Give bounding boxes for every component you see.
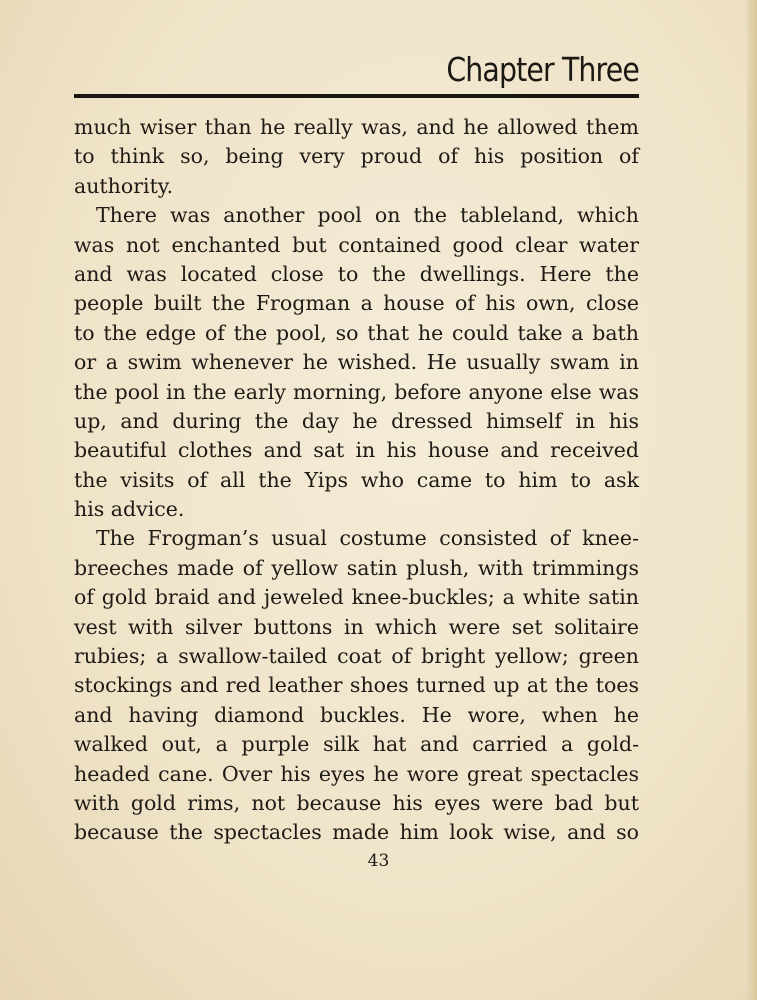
text-line: was not enchanted but contained good clear water — [74, 232, 639, 257]
text-line: and was located close to the dwellings. Here the — [74, 261, 639, 286]
text-line: or a swim whenever he wished. He usually swam in — [74, 350, 639, 375]
text-line: stockings and red leather shoes turned up at the toes — [74, 673, 639, 698]
text-line: of gold braid and jeweled knee-buckles; a white satin — [74, 585, 639, 610]
text-line: walked out, a purple silk hat and carried a gold- — [74, 732, 639, 757]
text-line: the visits of all the Yips who came to him to ask — [74, 467, 639, 492]
text-line: up, and during the day he dressed himself in his — [74, 408, 639, 433]
header-rule — [74, 94, 639, 98]
text-line: beautiful clothes and sat in his house and received — [74, 438, 639, 463]
text-line: the pool in the early morning, before anyone else was — [74, 379, 639, 404]
text-line: and having diamond buckles. He wore, when he — [74, 702, 639, 727]
text-line: The Frogman’s usual costume consisted of knee- — [96, 526, 639, 551]
text-line: vest with silver buttons in which were set solitaire — [74, 614, 639, 639]
page-number: 43 — [367, 851, 390, 871]
text-line: to the edge of the pool, so that he could take a bath — [74, 320, 639, 345]
text-line: headed cane. Over his eyes he wore great spectacles — [74, 761, 639, 786]
running-header — [74, 46, 639, 98]
text-line: There was another pool on the tableland, which — [96, 203, 639, 228]
text-line: authority. — [74, 173, 174, 198]
page-edge — [747, 0, 757, 1000]
text-line: rubies; a swallow-tailed coat of bright yellow; green — [74, 644, 639, 669]
text-line: breeches made of yellow satin plush, with trimmings — [74, 555, 639, 580]
text-line: his advice. — [74, 497, 185, 522]
text-line: to think so, being very proud of his position of — [74, 144, 639, 169]
text-line: with gold rims, not because his eyes were bad but — [74, 790, 639, 815]
text-line: because the spectacles made him look wise, and so — [74, 820, 639, 845]
text-line: people built the Frogman a house of his own, close — [74, 291, 639, 316]
body-text — [74, 113, 639, 848]
chapter-title: Chapter Three — [446, 50, 639, 89]
text-line: much wiser than he really was, and he allowed them — [74, 115, 639, 139]
